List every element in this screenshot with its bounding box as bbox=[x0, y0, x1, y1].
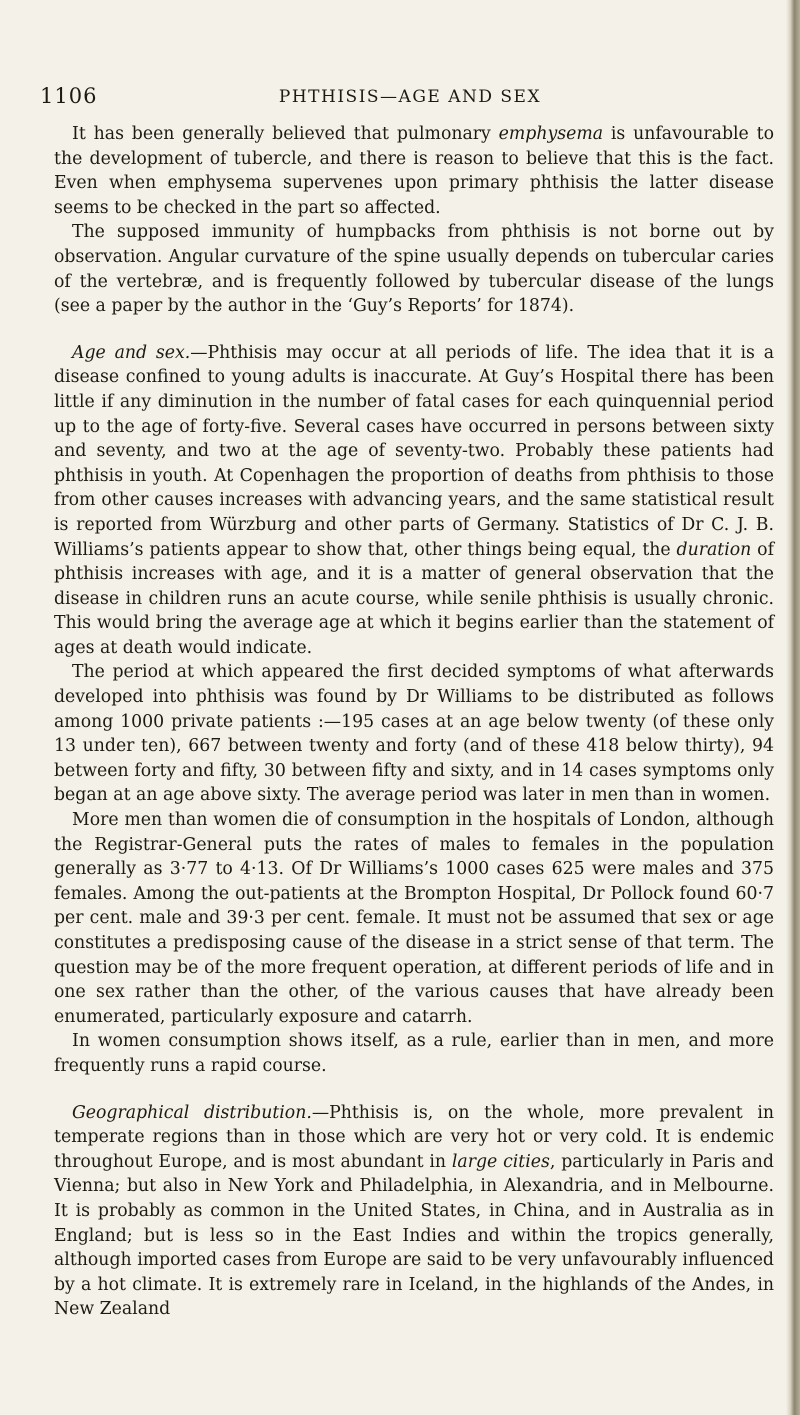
paragraph-p5 bbox=[54, 808, 774, 1029]
text-run: The supposed immunity of humpbacks from phthisis is not borne out by observation. Angular curvature of the spine usually depends on tubercular caries of the vertebræ, and is frequently followed by tubercular disease of the lungs (see a paper by the author in the ‘Guy’s Reports’ for 1874). bbox=[54, 222, 774, 317]
text-run: The period at which appeared the first decided symptoms of what afterwards developed into phthisis was found by Dr Williams to be distributed as follows among 1000 private patients :—195 cases at an age below twenty (of these only 13 under ten), 667 between twenty and forty (and of these 418 below thirty), 94 between forty and fifty, 30 between fifty and sixty, and in 14 cases symptoms only began at an age above sixty. The average period was later in men than in women. bbox=[54, 662, 774, 806]
italic-text: Age and sex. bbox=[72, 342, 191, 363]
section-gap bbox=[54, 1079, 774, 1101]
text-run: It has been generally believed that pulmonary bbox=[72, 124, 499, 144]
paragraph-p6 bbox=[54, 1029, 774, 1078]
italic-text: emphysema bbox=[498, 124, 604, 144]
italic-text: large cities bbox=[451, 1151, 550, 1172]
page-header bbox=[40, 84, 780, 114]
body-text bbox=[54, 122, 774, 1322]
text-run: —Phthisis is, on the whole, more prevalent in temperate regions than in those which are very hot or very cold. It is endemic throughout Europe, and is most abundant in bbox=[54, 1102, 774, 1172]
italic-text: Geographical distribution. bbox=[72, 1102, 312, 1123]
text-run: is unfavourable to the development of tubercle, and there is reason to believe that this is the fact. Even when emphysema supervenes upon primary phthisis the latter disease seems to be checked in the part so affected. bbox=[54, 124, 774, 218]
text-run: More men than women die of consumption in the hospitals of London, although the Registrar-General puts the rates of males to females in the population generally as 3·77 to 4·13. Of Dr Williams’s 1000 cases 625 were males and 375 females. Among the out-patients at the Brompton Hospital, Dr Pollock found 60·7 per cent. male and 39·3 per cent. female. It must not be assumed that sex or age constitutes a predisposing cause of the disease in a strict sense of that term. The question may be of the more frequent operation, at different periods of life and in one sex rather than the other, of the various causes that have already been enumerated, particularly exposure and catarrh. bbox=[54, 810, 774, 1027]
paragraph-p4 bbox=[54, 660, 774, 808]
page-edge-shadow bbox=[786, 0, 800, 1415]
running-head: PHTHISIS—AGE AND SEX bbox=[278, 87, 542, 107]
text-run: —Phthisis may occur at all periods of life. The idea that it is a disease confined to young adults is inaccurate. At Guy’s Hospital there has been little if any diminution in the number of fatal cases for each quinquennial period up to the age of forty-five. Several cases have occurred in persons between sixty and seventy, and two at the age of seventy-two. Probably these patients had phthisis in youth. At Copenhagen the proportion of deaths from phthisis to those from other causes increases with advancing years, and the same statistical result is reported from Würzburg and other parts of Germany. Statistics of Dr C. J. B. Williams’s patients appear to show that, other things being equal, the bbox=[54, 342, 775, 560]
paragraph-p3 bbox=[54, 341, 774, 661]
paragraph-p7 bbox=[54, 1101, 774, 1322]
text-run: , particularly in Paris and Vienna; but also in New York and Philadelphia, in Alexandria, and in Melbourne. It is probably as common in the United States, in China, and in Australia as in England; but is less so in the East Indies and within the tropics generally, although imported cases from Europe are said to be very unfavourably influenced by a hot climate. It is extremely rare in Iceland, in the highlands of the Andes, in New Zealand bbox=[54, 1151, 774, 1320]
italic-text: duration bbox=[676, 539, 752, 560]
section-gap bbox=[54, 319, 774, 341]
paragraph-p2 bbox=[54, 220, 774, 318]
paragraph-p1 bbox=[54, 122, 774, 220]
page-number: 1106 bbox=[40, 84, 98, 108]
text-run: In women consumption shows itself, as a rule, earlier than in men, and more frequently runs a rapid course. bbox=[54, 1031, 774, 1076]
text-run: of phthisis increases with age, and it is a matter of general observation that the disease in children runs an acute course, while senile phthisis is usually chronic. This would bring the average age at which it begins earlier than the statement of ages at death would indicate. bbox=[54, 539, 774, 658]
